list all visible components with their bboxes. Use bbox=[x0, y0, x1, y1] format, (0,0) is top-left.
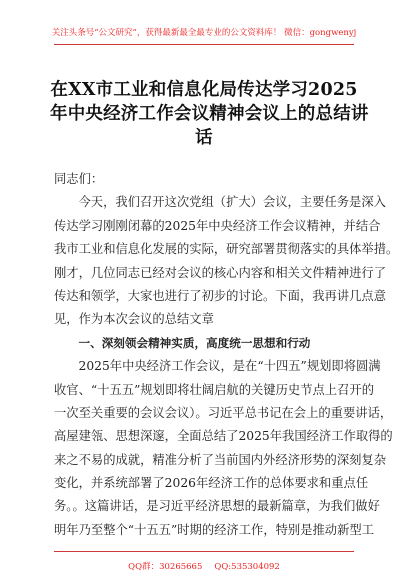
paragraph-line: 高屋建瓴、思想深邃，全面总结了2025年我国经济工作取得的 bbox=[54, 429, 393, 444]
title-line: 话 bbox=[195, 128, 213, 148]
footer-contact bbox=[0, 560, 408, 572]
page-header bbox=[0, 0, 408, 49]
document-body bbox=[54, 168, 399, 542]
paragraph-line: 明年乃至整个“十五五”时期的经济工作，特别是推动新型工 bbox=[54, 522, 374, 537]
footer-divider bbox=[54, 551, 354, 552]
paragraph-line: 一次至关重要的会议会议）。习近平总书记在会上的重要讲话， bbox=[54, 405, 393, 420]
paragraph-line: 变化，并系统部署了2026年经济工作的总体要求和重点任 bbox=[54, 476, 369, 491]
header-notice: 关注头条号“公文研究”，获得最新最全最专业的公文资料库！ 微信：gongwenyj bbox=[51, 28, 357, 38]
paragraph-line: 刚才，几位同志已经对会议的核心内容和相关文件精神进行了 bbox=[54, 265, 387, 280]
paragraph-line: 传达和领学，大家也进行了初步的讨论。下面，我再讲几点意 bbox=[54, 288, 387, 303]
paragraph-line: 2025年中央经济工作会议，是在“十四五”规划即将圆满 bbox=[78, 359, 381, 374]
section-heading: 一、深刻领会精神实质，高度统一思想和行动 bbox=[78, 335, 311, 350]
page-footer bbox=[0, 551, 408, 580]
qq-number: QQ:535304092 bbox=[214, 562, 280, 572]
paragraph-line: 来之不易的成就，精准分析了当前国内外经济形势的深刻复杂 bbox=[54, 452, 387, 467]
paragraph-line: 见，作为本次会议的总结文章 bbox=[54, 312, 214, 327]
paragraph-line: 务。。这篇讲话，是习近平经济思想的最新篇章，为我们做好 bbox=[54, 499, 380, 514]
document-title bbox=[50, 78, 369, 150]
header-divider bbox=[54, 44, 354, 45]
paragraph-line: 我市工业和信息化发展的实际，研究部署贯彻落实的具体举措。 bbox=[54, 242, 399, 257]
paragraph-line: 今天，我们召开这次党组（扩大）会议，主要任务是深入 bbox=[78, 195, 386, 210]
qq-group-number: QQ群：30265665 bbox=[128, 562, 203, 572]
salutation: 同志们： bbox=[54, 172, 104, 186]
paragraph-line: 传达学习刚刚闭幕的2025年中央经济工作会议精神，并结合 bbox=[54, 218, 381, 233]
title-line: 年中央经济工作会议精神会议上的总结讲 bbox=[50, 104, 369, 124]
paragraph-line: 收官、“十五五”规划即将壮阔启航的关键历史节点上召开的 bbox=[54, 382, 374, 397]
title-line: 在XX市工业和信息化局传达学习2025 bbox=[50, 80, 358, 100]
